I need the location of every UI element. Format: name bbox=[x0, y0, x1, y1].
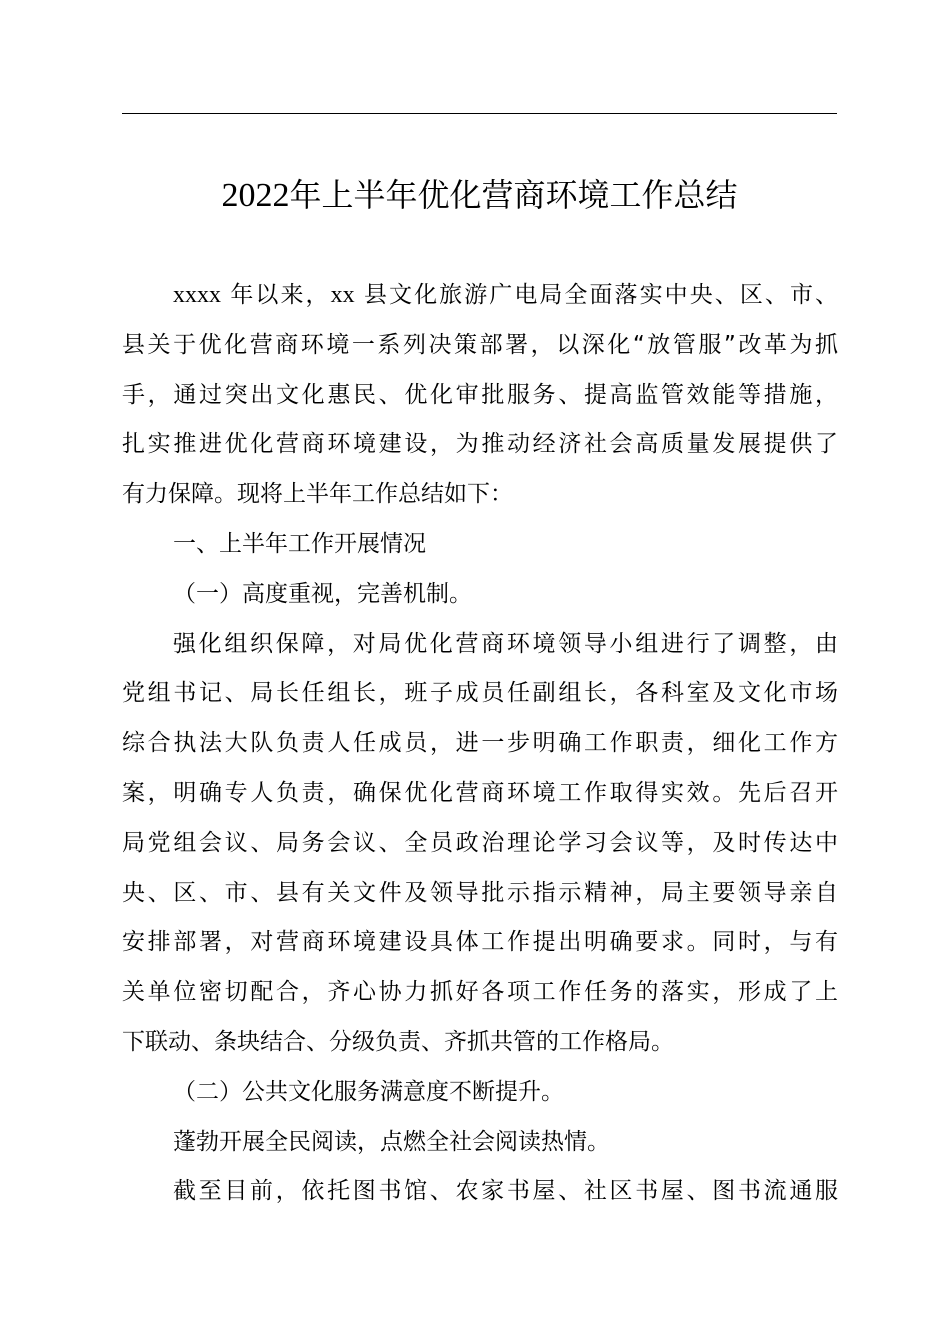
paragraph-line: 下联动、条块结合、分级负责、齐抓共管的工作格局。 bbox=[122, 1028, 674, 1055]
paragraph-line: 强化组织保障，对局优化营商环境领导小组进行了调整，由 bbox=[173, 630, 838, 657]
paragraph-line: xxxx 年以来，xx 县文化旅游广电局全面落实中央、区、市、 bbox=[173, 282, 839, 308]
paragraph-line: 手，通过突出文化惠民、优化审批服务、提高监管效能等措施， bbox=[122, 381, 838, 408]
paragraph-line: 有力保障。现将上半年工作总结如下： bbox=[122, 481, 513, 508]
header-rule bbox=[122, 113, 837, 114]
section-heading: 一、上半年工作开展情况 bbox=[173, 530, 426, 557]
paragraph-line: 党组书记、局长任组长，班子成员任副组长，各科室及文化市场 bbox=[122, 680, 838, 707]
paragraph-line: 关单位密切配合，齐心协力抓好各项工作任务的落实，形成了上 bbox=[122, 979, 838, 1006]
placeholder-county: xx bbox=[330, 282, 355, 308]
title-text: 年上半年优化营商环境工作总结 bbox=[289, 176, 738, 214]
paragraph-line: 案，明确专人负责，确保优化营商环境工作取得实效。先后召开 bbox=[122, 779, 838, 806]
paragraph-line: 蓬勃开展全民阅读，点燃全社会阅读热情。 bbox=[173, 1128, 610, 1155]
paragraph-line: 央、区、市、县有关文件及领导批示指示精神，局主要领导亲自 bbox=[122, 879, 838, 906]
placeholder-year: xxxx bbox=[173, 282, 221, 308]
title-year: 2022 bbox=[221, 177, 290, 214]
document-body bbox=[122, 271, 838, 1217]
subsection-heading: （二）公共文化服务满意度不断提升。 bbox=[173, 1078, 564, 1105]
paragraph-line: 安排部署，对营商环境建设具体工作提出明确要求。同时，与有 bbox=[122, 929, 838, 956]
subsection-heading: （一）高度重视，完善机制。 bbox=[173, 580, 472, 607]
paragraph-line: 扎实推进优化营商环境建设，为推动经济社会高质量发展提供了 bbox=[122, 431, 838, 458]
paragraph-line: 综合执法大队负责人任成员，进一步明确工作职责，细化工作方 bbox=[122, 730, 838, 757]
paragraph-line: 局党组会议、局务会议、全员政治理论学习会议等，及时传达中 bbox=[122, 829, 838, 856]
paragraph-line: 截至目前，依托图书馆、农家书屋、社区书屋、图书流通服 bbox=[173, 1178, 838, 1205]
document-title bbox=[122, 170, 837, 221]
paragraph-line: 县关于优化营商环境一系列决策部署，以深化“放管服”改革为抓 bbox=[122, 331, 838, 358]
